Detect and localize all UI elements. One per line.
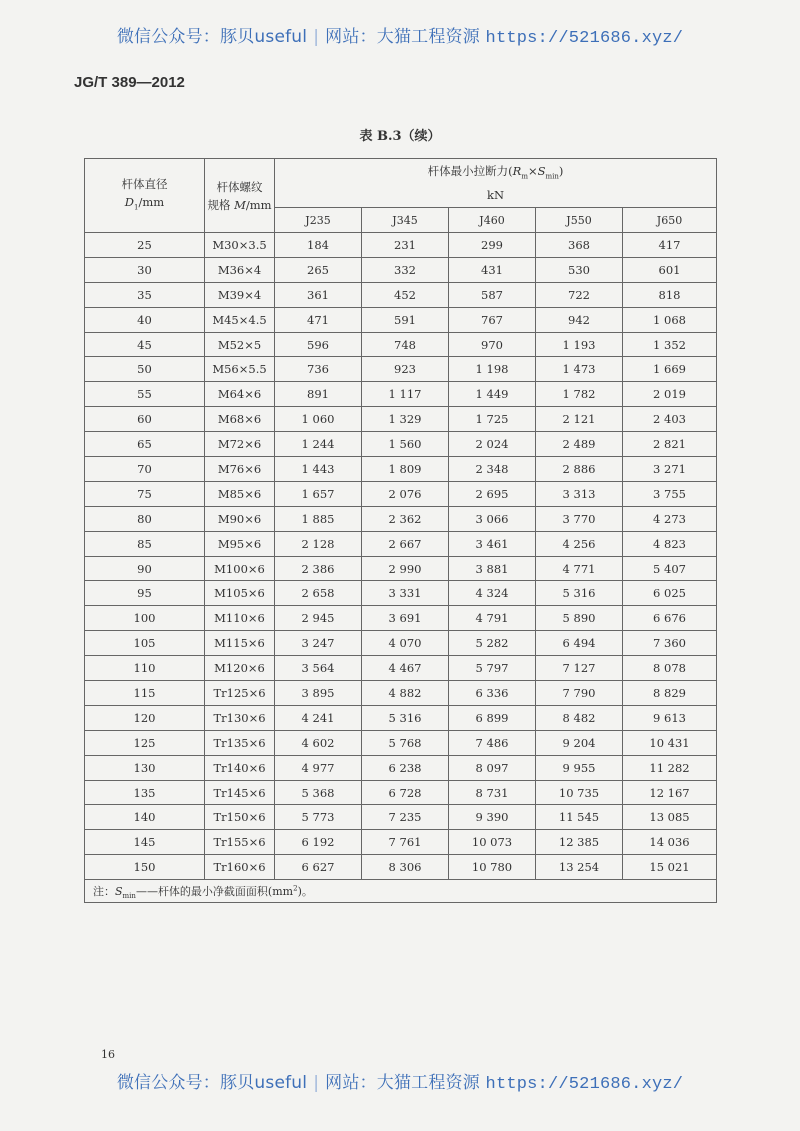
force-cell-j345: 923 [362,357,449,382]
thread-spec-cell: M56×5.5 [205,357,275,382]
force-cell-j650: 5 407 [623,556,717,581]
force-cell-j650: 7 360 [623,631,717,656]
force-cell-j650: 12 167 [623,780,717,805]
diameter-cell: 35 [85,282,205,307]
thread-spec-cell: M68×6 [205,407,275,432]
diameter-cell: 105 [85,631,205,656]
force-cell-j550: 1 782 [536,382,623,407]
force-cell-j460: 767 [449,307,536,332]
note-prefix: 注： [93,884,115,898]
header-diameter-label: 杆体直径 [121,176,168,191]
table-row [85,282,717,307]
force-cell-j345: 7 761 [362,830,449,855]
force-cell-j345: 452 [362,282,449,307]
watermark-prefix: 微信公众号：豚贝useful [116,27,308,47]
force-cell-j650: 4 273 [623,506,717,531]
watermark-prefix: 微信公众号：豚贝useful [116,1073,308,1093]
header-grade-j550: J550 [536,208,623,233]
force-cell-j550: 4 771 [536,556,623,581]
thread-spec-cell: M30×3.5 [205,233,275,258]
diameter-cell: 70 [85,457,205,482]
force-cell-j550: 5 316 [536,581,623,606]
force-cell-j345: 1 809 [362,457,449,482]
force-cell-j460: 10 780 [449,855,536,880]
thread-spec-cell: Tr150×6 [205,805,275,830]
force-cell-j235: 2 386 [275,556,362,581]
table-row [85,307,717,332]
force-cell-j460: 8 097 [449,755,536,780]
diameter-cell: 25 [85,233,205,258]
force-cell-j650: 2 821 [623,432,717,457]
header-grade-j650: J650 [623,208,717,233]
header-force-close: ) [558,164,564,179]
table-row [85,457,717,482]
force-cell-j650: 2 403 [623,407,717,432]
force-cell-j550: 7 127 [536,656,623,681]
force-cell-j235: 184 [275,233,362,258]
note-symbol: S [115,884,123,898]
force-cell-j460: 2 695 [449,481,536,506]
table-row [85,357,717,382]
watermark-separator: | [313,27,320,47]
watermark-separator: | [313,1073,320,1093]
table-row [85,705,717,730]
table-body [85,233,717,880]
force-cell-j345: 1 329 [362,407,449,432]
header-diameter [85,159,205,233]
force-cell-j460: 2 024 [449,432,536,457]
force-cell-j650: 417 [623,233,717,258]
force-cell-j650: 11 282 [623,755,717,780]
force-cell-j550: 10 735 [536,780,623,805]
force-cell-j235: 3 895 [275,681,362,706]
diameter-cell: 120 [85,705,205,730]
force-cell-j460: 6 899 [449,705,536,730]
header-force-s: S [537,164,546,179]
force-cell-j235: 4 241 [275,705,362,730]
force-cell-j460: 5 797 [449,656,536,681]
force-cell-j345: 2 076 [362,481,449,506]
page-number: 16 [101,1048,115,1061]
force-cell-j650: 14 036 [623,830,717,855]
note-symbol-sub: min [122,891,136,900]
force-cell-j650: 6 025 [623,581,717,606]
force-cell-j650: 3 271 [623,457,717,482]
force-cell-j550: 3 770 [536,506,623,531]
force-cell-j550: 11 545 [536,805,623,830]
force-cell-j460: 7 486 [449,730,536,755]
force-cell-j345: 591 [362,307,449,332]
force-cell-j460: 587 [449,282,536,307]
force-cell-j550: 3 313 [536,481,623,506]
note-text: ——杆体的最小净截面面积(mm [135,884,294,898]
force-cell-j235: 1 657 [275,481,362,506]
table-row [85,332,717,357]
force-cell-j235: 5 773 [275,805,362,830]
force-cell-j345: 2 667 [362,531,449,556]
force-cell-j235: 361 [275,282,362,307]
force-cell-j650: 4 823 [623,531,717,556]
diameter-cell: 135 [85,780,205,805]
header-force-unit: kN [486,187,505,202]
force-cell-j550: 4 256 [536,531,623,556]
table-row [85,481,717,506]
data-table-container [84,158,716,903]
force-cell-j235: 2 658 [275,581,362,606]
force-cell-j235: 596 [275,332,362,357]
force-cell-j550: 12 385 [536,830,623,855]
diameter-cell: 55 [85,382,205,407]
thread-spec-cell: Tr160×6 [205,855,275,880]
diameter-cell: 115 [85,681,205,706]
force-cell-j460: 1 449 [449,382,536,407]
tensile-force-table [84,158,717,903]
table-row [85,855,717,880]
table-row [85,830,717,855]
header-min-tensile-force [275,159,717,208]
thread-spec-cell: M72×6 [205,432,275,457]
force-cell-j650: 15 021 [623,855,717,880]
diameter-cell: 125 [85,730,205,755]
diameter-cell: 95 [85,581,205,606]
diameter-cell: 60 [85,407,205,432]
watermark-site-label: 网站：大猫工程资源 [325,1073,480,1093]
force-cell-j460: 8 731 [449,780,536,805]
force-cell-j650: 1 669 [623,357,717,382]
diameter-cell: 145 [85,830,205,855]
thread-spec-cell: M36×4 [205,257,275,282]
force-cell-j460: 3 066 [449,506,536,531]
force-cell-j460: 431 [449,257,536,282]
header-force-rm-sub: m [521,172,528,181]
diameter-cell: 65 [85,432,205,457]
header-thread-prefix: 规格 [207,197,235,212]
thread-spec-cell: M52×5 [205,332,275,357]
force-cell-j235: 6 192 [275,830,362,855]
force-cell-j235: 1 060 [275,407,362,432]
table-row [85,432,717,457]
force-cell-j460: 6 336 [449,681,536,706]
table-row [85,506,717,531]
diameter-cell: 45 [85,332,205,357]
table-row [85,755,717,780]
header-thread [205,159,275,233]
force-cell-j460: 1 725 [449,407,536,432]
thread-spec-cell: M110×6 [205,606,275,631]
force-cell-j550: 9 955 [536,755,623,780]
diameter-cell: 130 [85,755,205,780]
diameter-cell: 40 [85,307,205,332]
force-cell-j550: 368 [536,233,623,258]
thread-spec-cell: M45×4.5 [205,307,275,332]
watermark-bottom [0,1068,800,1094]
table-row [85,257,717,282]
force-cell-j550: 6 494 [536,631,623,656]
diameter-cell: 75 [85,481,205,506]
force-cell-j345: 2 362 [362,506,449,531]
force-cell-j235: 4 602 [275,730,362,755]
force-cell-j345: 4 070 [362,631,449,656]
force-cell-j345: 5 316 [362,705,449,730]
force-cell-j235: 265 [275,257,362,282]
table-row [85,556,717,581]
thread-spec-cell: Tr125×6 [205,681,275,706]
table-note [85,880,717,903]
force-cell-j460: 10 073 [449,830,536,855]
force-cell-j235: 1 244 [275,432,362,457]
force-cell-j460: 299 [449,233,536,258]
force-cell-j650: 1 352 [623,332,717,357]
thread-spec-cell: M76×6 [205,457,275,482]
force-cell-j650: 1 068 [623,307,717,332]
header-thread-symbol: M [234,197,246,212]
force-cell-j345: 8 306 [362,855,449,880]
force-cell-j460: 4 791 [449,606,536,631]
force-cell-j650: 8 078 [623,656,717,681]
force-cell-j460: 1 198 [449,357,536,382]
diameter-cell: 80 [85,506,205,531]
force-cell-j550: 1 193 [536,332,623,357]
force-cell-j650: 3 755 [623,481,717,506]
force-cell-j550: 2 121 [536,407,623,432]
table-row [85,656,717,681]
diameter-cell: 50 [85,357,205,382]
table-row [85,581,717,606]
thread-spec-cell: M90×6 [205,506,275,531]
force-cell-j550: 2 886 [536,457,623,482]
force-cell-j345: 3 331 [362,581,449,606]
force-cell-j460: 4 324 [449,581,536,606]
thread-spec-cell: M39×4 [205,282,275,307]
header-force-rm: R [512,164,522,179]
table-title: 表 B.3（续） [359,129,441,144]
force-cell-j650: 8 829 [623,681,717,706]
force-cell-j345: 5 768 [362,730,449,755]
table-row [85,531,717,556]
watermark-url[interactable]: https://521686.xyz/ [485,29,684,48]
thread-spec-cell: Tr140×6 [205,755,275,780]
force-cell-j650: 13 085 [623,805,717,830]
force-cell-j650: 818 [623,282,717,307]
watermark-site-label: 网站：大猫工程资源 [325,27,480,47]
force-cell-j345: 1 117 [362,382,449,407]
force-cell-j235: 471 [275,307,362,332]
thread-spec-cell: M120×6 [205,656,275,681]
force-cell-j345: 7 235 [362,805,449,830]
force-cell-j460: 2 348 [449,457,536,482]
force-cell-j235: 891 [275,382,362,407]
watermark-url[interactable]: https://521686.xyz/ [485,1075,684,1094]
force-cell-j650: 10 431 [623,730,717,755]
thread-spec-cell: Tr135×6 [205,730,275,755]
force-cell-j235: 4 977 [275,755,362,780]
force-cell-j235: 1 885 [275,506,362,531]
force-cell-j235: 1 443 [275,457,362,482]
table-row [85,730,717,755]
diameter-cell: 90 [85,556,205,581]
force-cell-j345: 1 560 [362,432,449,457]
thread-spec-cell: M64×6 [205,382,275,407]
force-cell-j235: 736 [275,357,362,382]
header-force-label: 杆体最小拉断力( [427,164,513,179]
force-cell-j650: 601 [623,257,717,282]
force-cell-j345: 6 728 [362,780,449,805]
force-cell-j550: 8 482 [536,705,623,730]
force-cell-j650: 9 613 [623,705,717,730]
diameter-cell: 140 [85,805,205,830]
header-grade-j235: J235 [275,208,362,233]
header-grade-j460: J460 [449,208,536,233]
note-suffix: )。 [297,884,313,898]
force-cell-j550: 9 204 [536,730,623,755]
header-diameter-symbol: D [124,194,135,209]
force-cell-j460: 970 [449,332,536,357]
force-cell-j550: 5 890 [536,606,623,631]
table-row [85,780,717,805]
force-cell-j235: 2 945 [275,606,362,631]
table-row [85,631,717,656]
note-sup: 2 [293,883,298,892]
force-cell-j460: 9 390 [449,805,536,830]
thread-spec-cell: Tr145×6 [205,780,275,805]
force-cell-j235: 5 368 [275,780,362,805]
force-cell-j550: 2 489 [536,432,623,457]
header-thread-label: 杆体螺纹 [216,179,263,194]
force-cell-j235: 3 564 [275,656,362,681]
thread-spec-cell: M100×6 [205,556,275,581]
diameter-cell: 100 [85,606,205,631]
table-row [85,681,717,706]
header-force-s-sub: min [545,172,559,181]
thread-spec-cell: Tr130×6 [205,705,275,730]
force-cell-j345: 332 [362,257,449,282]
force-cell-j345: 4 467 [362,656,449,681]
force-cell-j345: 4 882 [362,681,449,706]
diameter-cell: 30 [85,257,205,282]
force-cell-j550: 13 254 [536,855,623,880]
force-cell-j550: 942 [536,307,623,332]
force-cell-j345: 3 691 [362,606,449,631]
force-cell-j650: 2 019 [623,382,717,407]
diameter-cell: 110 [85,656,205,681]
force-cell-j235: 6 627 [275,855,362,880]
force-cell-j345: 748 [362,332,449,357]
force-cell-j550: 722 [536,282,623,307]
diameter-cell: 150 [85,855,205,880]
force-cell-j650: 6 676 [623,606,717,631]
force-cell-j235: 2 128 [275,531,362,556]
header-diameter-unit: /mm [138,194,165,209]
force-cell-j460: 3 461 [449,531,536,556]
table-row [85,382,717,407]
force-cell-j235: 3 247 [275,631,362,656]
table-row [85,407,717,432]
thread-spec-cell: M105×6 [205,581,275,606]
thread-spec-cell: M85×6 [205,481,275,506]
header-thread-unit: /mm [245,197,272,212]
table-row [85,805,717,830]
table-row [85,233,717,258]
standard-code: JG/T 389—2012 [74,74,185,91]
thread-spec-cell: M95×6 [205,531,275,556]
force-cell-j550: 7 790 [536,681,623,706]
header-grade-j345: J345 [362,208,449,233]
force-cell-j550: 530 [536,257,623,282]
table-row [85,606,717,631]
watermark-top [0,22,800,48]
header-diameter-sub: 1 [134,203,139,212]
force-cell-j460: 3 881 [449,556,536,581]
header-force-times: × [527,164,538,179]
force-cell-j550: 1 473 [536,357,623,382]
force-cell-j345: 231 [362,233,449,258]
force-cell-j345: 6 238 [362,755,449,780]
force-cell-j460: 5 282 [449,631,536,656]
thread-spec-cell: M115×6 [205,631,275,656]
diameter-cell: 85 [85,531,205,556]
force-cell-j345: 2 990 [362,556,449,581]
thread-spec-cell: Tr155×6 [205,830,275,855]
